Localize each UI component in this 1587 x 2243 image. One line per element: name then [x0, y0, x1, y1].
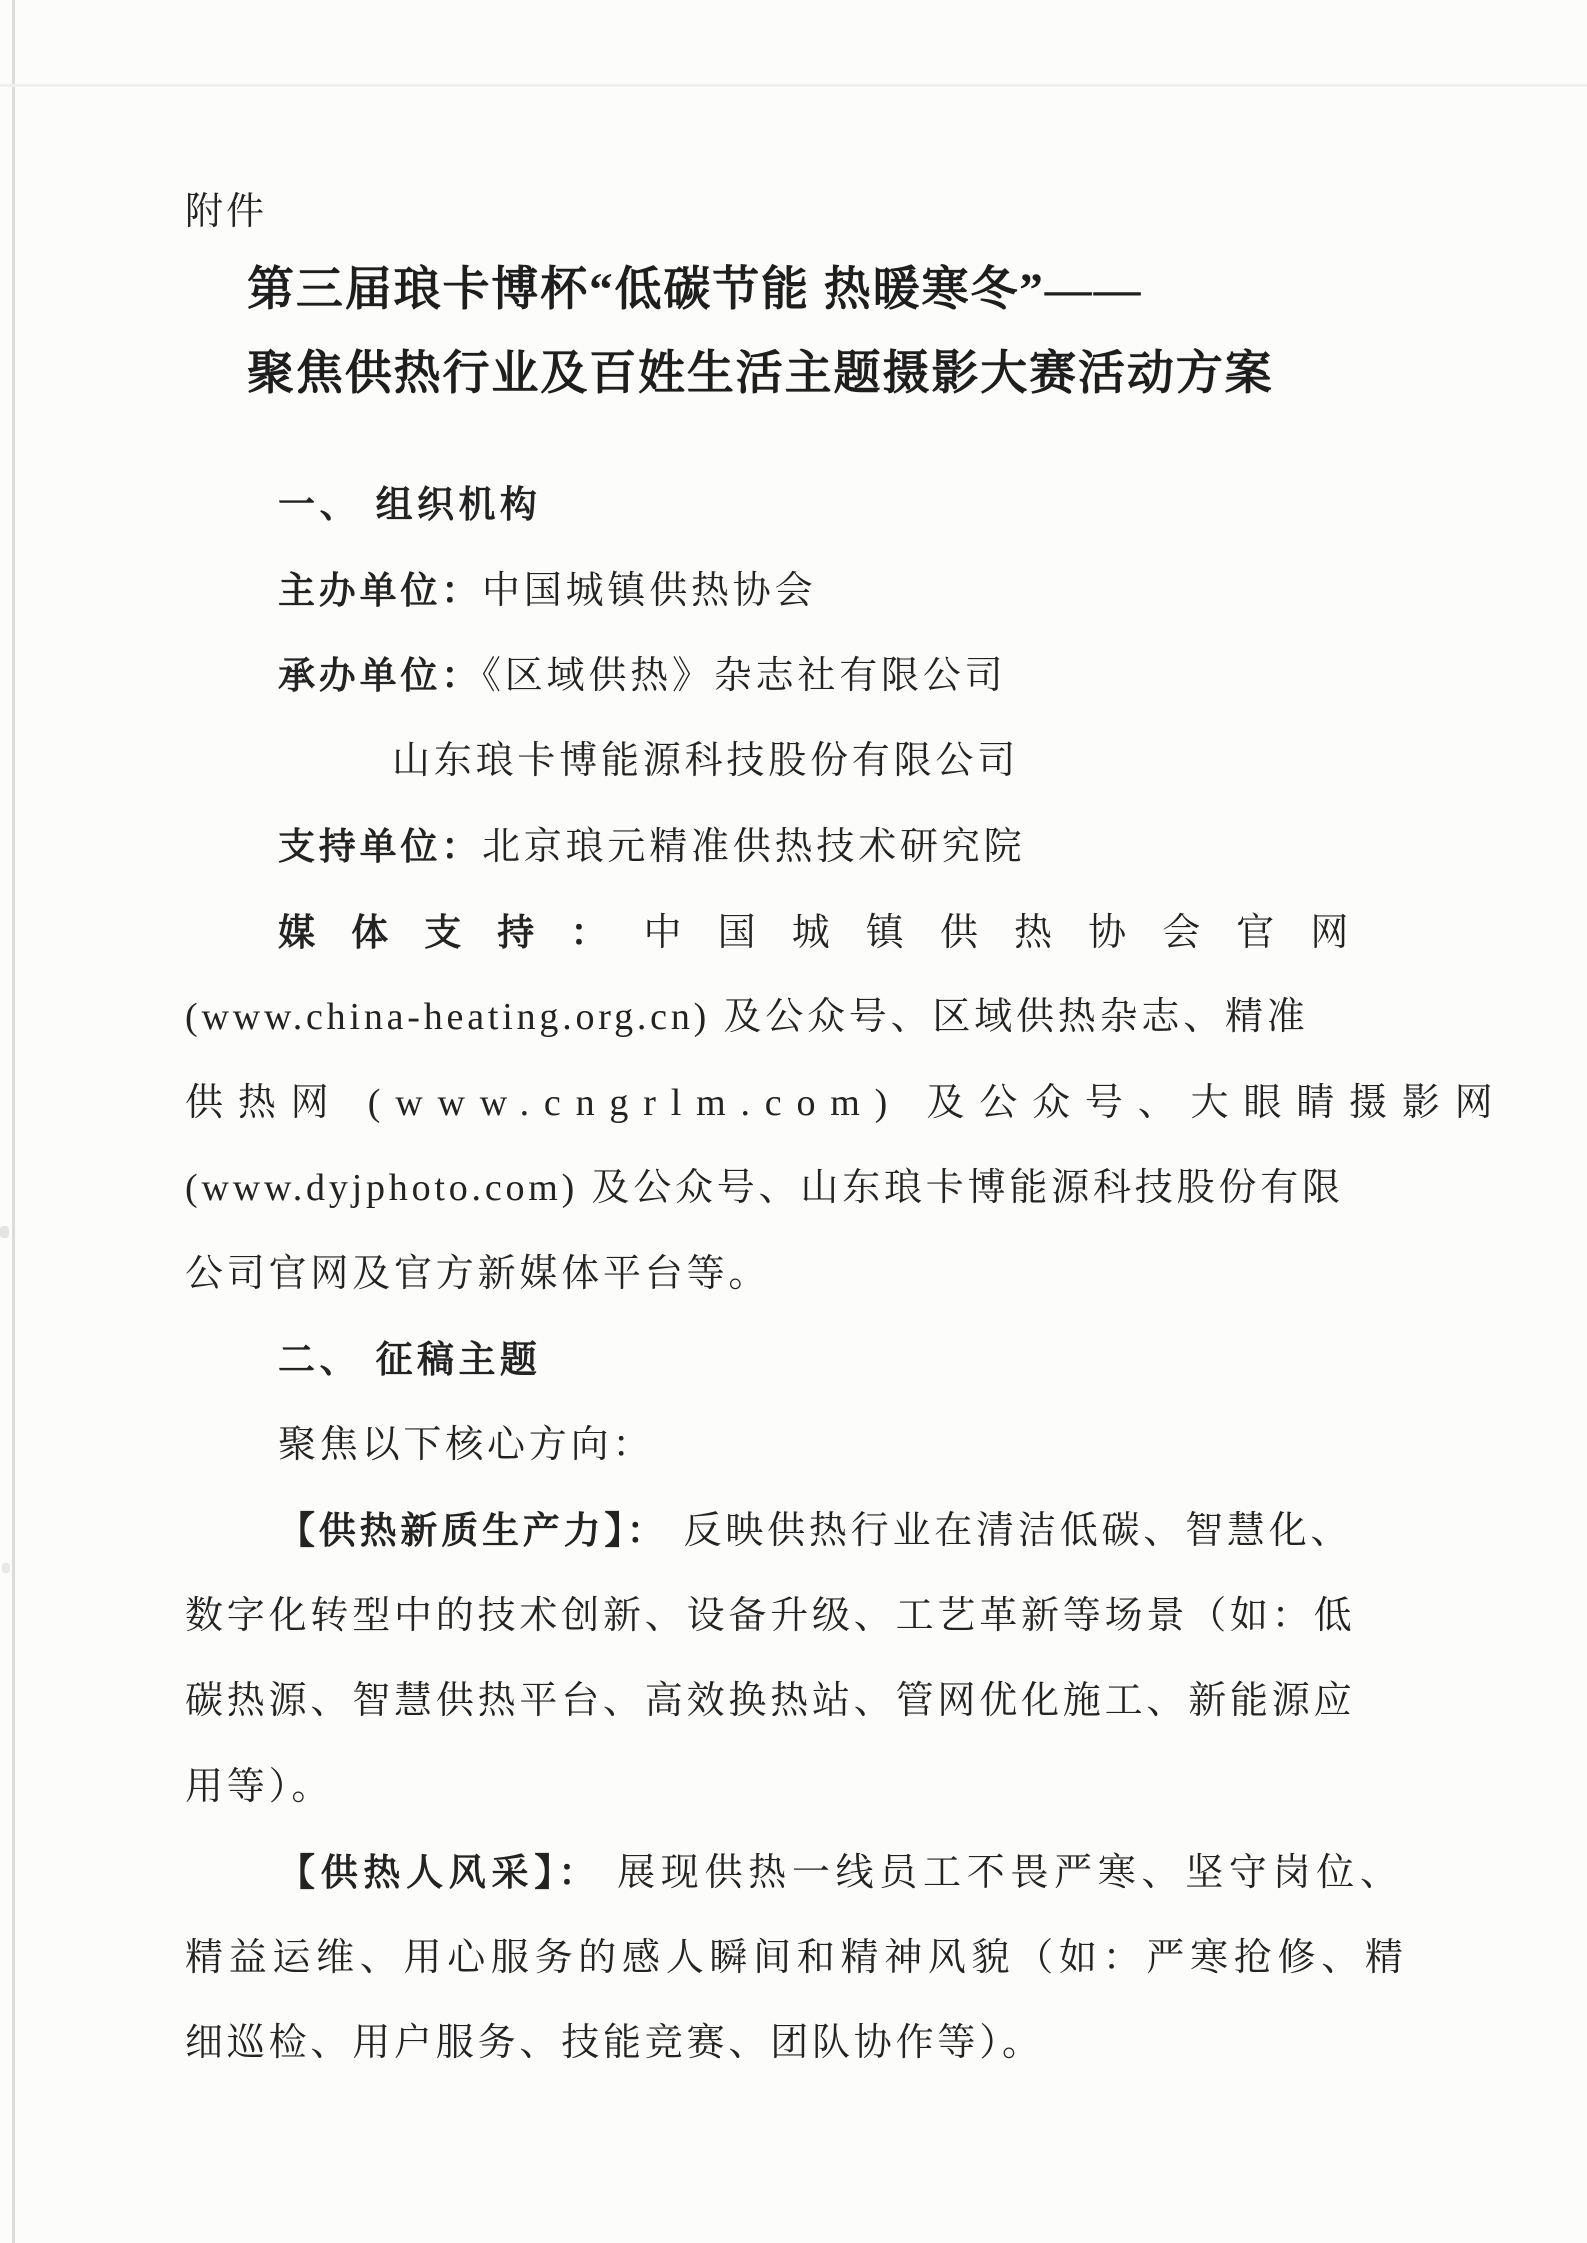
support-unit-line: 支持单位：北京琅元精准供热技术研究院	[278, 826, 1026, 868]
theme-intro-line: 聚焦以下核心方向：	[278, 1423, 655, 1466]
theme-1-cont-3: 用等）。	[185, 1765, 334, 1808]
document-title-line2: 聚焦供热行业及百姓生活主题摄影大赛活动方案	[247, 348, 1274, 400]
scan-edge-artifact	[12, 0, 15, 2243]
document-body	[185, 462, 1508, 2087]
section-2-heading: 二、 征稿主题	[278, 1339, 542, 1380]
theme-2-line: 【供热人风采】： 展现供热一线员工不畏严寒、坚守岗位、	[278, 1852, 1404, 1894]
theme-1-cont-2: 碳热源、智慧供热平台、高效换热站、管网优化施工、新能源应	[185, 1680, 1356, 1722]
theme-1-line: 【供热新质生产力】： 反映供热行业在清洁低碳、智慧化、	[278, 1510, 1353, 1552]
theme-2-cont-1: 精益运维、用心服务的感人瞬间和精神风貌（如：严寒抢修、精	[185, 1936, 1409, 1979]
media-support-cont-2: 供热网 (www.cngrlm.com) 及公众号、大眼睛摄影网	[185, 1081, 1508, 1124]
document-title-line1: 第三届琅卡博杯“低碳节能 热暖寒冬”——	[247, 264, 1143, 316]
media-support-line: 媒体支持：中国城镇供热协会官网	[278, 911, 1385, 954]
media-support-cont-3: (www.dyjphoto.com) 及公众号、山东琅卡博能源科技股份有限	[185, 1167, 1344, 1209]
theme-1-cont-1: 数字化转型中的技术创新、设备升级、工艺革新等场景（如：低	[185, 1594, 1356, 1637]
document-content	[185, 0, 1508, 2087]
document-title	[185, 248, 1407, 416]
organizer-unit-line: 承办单位：《区域供热》杂志社有限公司	[278, 655, 1007, 697]
host-unit-line: 主办单位：中国城镇供热协会	[278, 569, 817, 612]
scan-smudge-artifact	[0, 1226, 9, 1238]
section-1-heading: 一、 组织机构	[278, 484, 542, 525]
attachment-label: 附件	[185, 191, 268, 233]
theme-2-cont-2: 细巡检、用户服务、技能竞赛、团队协作等）。	[185, 2022, 1044, 2064]
media-support-cont-4: 公司官网及官方新媒体平台等。	[185, 1252, 771, 1295]
scan-smudge-artifact	[2, 1563, 10, 1573]
organizer-unit-line-2: 山东琅卡博能源科技股份有限公司	[392, 739, 1020, 782]
media-support-cont-1: (www.china-heating.org.cn) 及公众号、区域供热杂志、精准	[185, 996, 1309, 1038]
